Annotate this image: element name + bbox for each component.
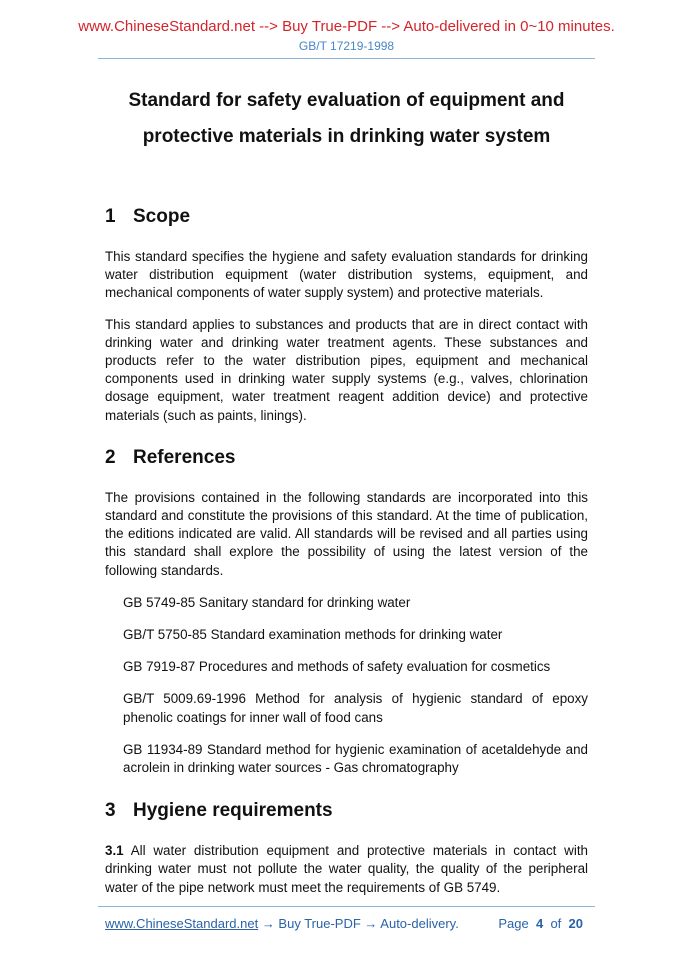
reference-item: GB 7919-87 Procedures and methods of safety evaluation for cosmetics (123, 659, 551, 675)
standard-code: GB/T 17219-1998 (298, 39, 395, 53)
reference-item: GB/T 5750-85 Standard examination methods for drinking water (123, 627, 503, 643)
document-body (0, 83, 693, 897)
reference-item: GB 5749-85 Sanitary standard for drinking water (123, 594, 411, 610)
section-heading-references (105, 446, 693, 470)
of-label: of (550, 916, 562, 931)
promo-banner[interactable]: www.ChineseStandard.net --> Buy True-PDF --> Auto-delivered in 0~10 minutes. (78, 18, 615, 35)
footer (105, 916, 583, 931)
section-title: References (133, 446, 236, 468)
clause-text: All water distribution equipment and protective materials in contact with drinking water must not pollute the water quality, the quality of the peripheral water of the pipe network must meet the requirements of GB 5749. (105, 843, 588, 895)
section-number: 3 (105, 800, 116, 822)
reference-item: GB 11934-89 Standard method for hygienic examination of acetaldehyde and acrolein in drinking water sources - Gas chromatography (123, 741, 588, 776)
footer-text: → Buy True-PDF → Auto-delivery. (258, 916, 459, 931)
footer-site-link[interactable]: www.ChineseStandard.net (105, 916, 259, 931)
section-title: Scope (133, 206, 191, 227)
section-number: 2 (105, 446, 116, 468)
section-number: 1 (105, 206, 116, 227)
doc-title-line2: protective materials in drinking water system (142, 126, 551, 147)
section-heading-scope (105, 205, 693, 229)
page-number: 4 (535, 916, 544, 931)
page-label: Page (498, 916, 529, 931)
page-indicator (498, 916, 583, 931)
section-heading-hygiene (105, 799, 693, 823)
footer-rule (98, 906, 595, 907)
reference-item: GB/T 5009.69-1996 Method for analysis of hygienic standard of epoxy phenolic coatings for inner wall of food cans (123, 691, 588, 725)
section-title: Hygiene requirements (133, 800, 333, 822)
clause-number: 3.1 (105, 843, 124, 859)
paragraph: This standard specifies the hygiene and safety evaluation standards for drinking water distribution equipment (water distribution systems, equipment, and mechanical components of water supply system) and protective materials. (105, 249, 588, 301)
paragraph: The provisions contained in the following standards are incorporated into this standard and constitute the provisions of this standard. At the time of publication, the editions indicated are valid. All standards will be revised and all parties using this standard shall explore the possibility of using the latest version of the following standards. (105, 489, 588, 578)
paragraph: This standard applies to substances and products that are in direct contact with drinking water and drinking water treatment agents. These substances and products refer to the water distribution pipes, equipment and mechanical components used in drinking water supply systems (e.g., valves, chlorination dosage equipment, water treatment reagent addition device) and protective materials (such as paints, linings). (105, 316, 588, 423)
header-rule (98, 58, 595, 59)
page-total: 20 (568, 916, 583, 931)
doc-title-line1: Standard for safety evaluation of equipment and (128, 90, 565, 111)
clause-3-1 (105, 842, 588, 897)
